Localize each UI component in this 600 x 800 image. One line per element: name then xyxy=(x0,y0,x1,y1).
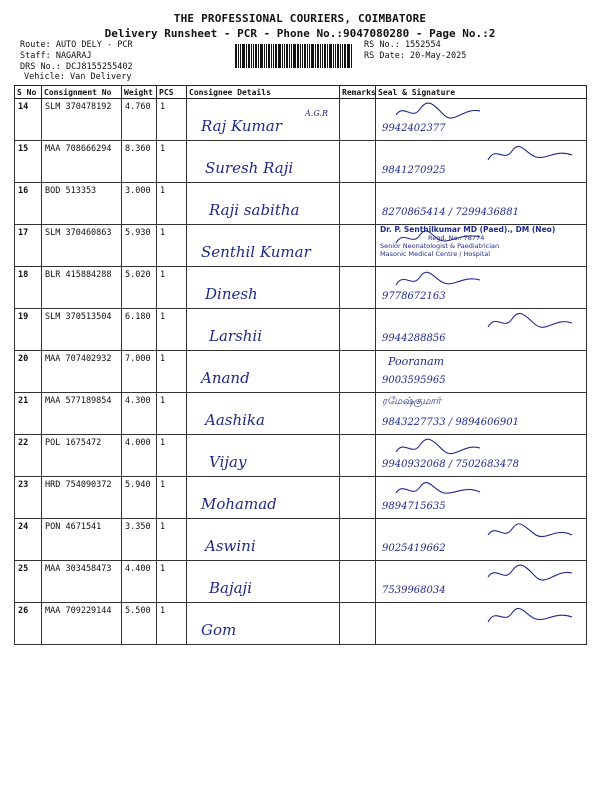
barcode-bar xyxy=(253,44,254,68)
col-consignment: Consignment No xyxy=(42,86,122,99)
pieces: 1 xyxy=(157,435,187,477)
signature-scribble xyxy=(486,143,576,165)
barcode-bar xyxy=(344,44,346,68)
barcode-bar xyxy=(242,44,245,68)
pieces: 1 xyxy=(157,351,187,393)
handwritten-phone: 9944288856 xyxy=(382,333,446,344)
barcode-bar xyxy=(273,44,274,68)
vehicle-label: Vehicle: Van Delivery xyxy=(24,72,132,82)
serial-number: 23 xyxy=(15,477,42,519)
consignment-number: SLM 370460863 xyxy=(42,225,122,267)
weight: 4.760 xyxy=(122,99,157,141)
serial-number: 18 xyxy=(15,267,42,309)
barcode-bar xyxy=(258,44,259,68)
weight: 8.360 xyxy=(122,141,157,183)
handwritten-consignee: Gom xyxy=(201,621,237,639)
barcode-bar xyxy=(284,44,285,68)
col-seal-signature: Seal & Signature xyxy=(376,86,587,99)
consignee-details xyxy=(187,477,340,519)
seal-signature xyxy=(376,603,587,645)
runsheet-table xyxy=(14,85,587,645)
weight: 3.350 xyxy=(122,519,157,561)
table-row xyxy=(15,99,587,141)
weight: 5.930 xyxy=(122,225,157,267)
consignment-number: MAA 709229144 xyxy=(42,603,122,645)
weight: 4.000 xyxy=(122,435,157,477)
handwritten-phone: 9025419662 xyxy=(382,543,446,554)
barcode-bar xyxy=(304,44,306,68)
consignee-details xyxy=(187,141,340,183)
seal-signature xyxy=(376,477,587,519)
pieces: 1 xyxy=(157,309,187,351)
barcode-bar xyxy=(342,44,343,68)
col-sno: S No xyxy=(15,86,42,99)
consignee-details xyxy=(187,225,340,267)
signature-scribble xyxy=(394,101,484,123)
col-pcs: PCS xyxy=(157,86,187,99)
remarks xyxy=(340,183,376,225)
company-title: THE PROFESSIONAL COURIERS, COIMBATORE xyxy=(173,12,427,25)
table-row xyxy=(15,561,587,603)
pieces: 1 xyxy=(157,99,187,141)
barcode-bar xyxy=(337,44,339,68)
handwritten-consignee: Vijay xyxy=(209,453,247,471)
signature-scribble xyxy=(394,479,484,501)
pieces: 1 xyxy=(157,183,187,225)
rs-date: RS Date: 20-May-2025 xyxy=(364,51,467,61)
pieces: 1 xyxy=(157,561,187,603)
seal-signature xyxy=(376,183,587,225)
barcode-bar xyxy=(282,44,283,68)
consignment-number: MAA 708666294 xyxy=(42,141,122,183)
weight: 4.300 xyxy=(122,393,157,435)
barcode-bar xyxy=(264,44,265,68)
barcode-bar xyxy=(329,44,332,68)
col-consignee: Consignee Details xyxy=(187,86,340,99)
handwritten-phone: 7539968034 xyxy=(382,585,446,596)
consignee-details xyxy=(187,267,340,309)
weight: 7.000 xyxy=(122,351,157,393)
serial-number: 25 xyxy=(15,561,42,603)
serial-number: 14 xyxy=(15,99,42,141)
serial-number: 20 xyxy=(15,351,42,393)
remarks xyxy=(340,351,376,393)
barcode-bar xyxy=(268,44,270,68)
seal-signature xyxy=(376,141,587,183)
remarks xyxy=(340,99,376,141)
barcode-bar xyxy=(311,44,314,68)
staff-label: Staff: NAGARAJ xyxy=(20,51,92,61)
handwritten-consignee: Bajaji xyxy=(209,579,253,597)
handwritten-phone: 8270865414 / 7299436881 xyxy=(382,207,519,218)
col-remarks: Remarks xyxy=(340,86,376,99)
table-row xyxy=(15,603,587,645)
consignee-details xyxy=(187,603,340,645)
signature-scribble xyxy=(486,311,576,333)
consignee-details xyxy=(187,519,340,561)
signature-scribble xyxy=(486,521,576,543)
remarks xyxy=(340,309,376,351)
handwritten-note: A.G.R xyxy=(305,109,328,118)
table-row xyxy=(15,267,587,309)
barcode-bar xyxy=(317,44,319,68)
barcode-bar xyxy=(322,44,323,68)
serial-number: 16 xyxy=(15,183,42,225)
stamp-line-1: Dr. P. Senthilkumar MD (Paed)., DM (Neo) xyxy=(380,225,556,234)
consignment-number: SLM 370478192 xyxy=(42,99,122,141)
barcode-bar xyxy=(235,44,237,68)
remarks xyxy=(340,393,376,435)
barcode-bar xyxy=(333,44,334,68)
consignment-number: POL 1675472 xyxy=(42,435,122,477)
handwritten-consignee: Dinesh xyxy=(205,285,258,303)
pieces: 1 xyxy=(157,225,187,267)
table-row xyxy=(15,309,587,351)
pieces: 1 xyxy=(157,477,187,519)
barcode-bar xyxy=(266,44,267,68)
handwritten-consignee: Larshii xyxy=(209,327,263,345)
barcode-bar xyxy=(278,44,281,68)
handwritten-consignee: Suresh Raji xyxy=(205,159,294,177)
handwritten-consignee: Aswini xyxy=(205,537,256,555)
serial-number: 24 xyxy=(15,519,42,561)
seal-signature xyxy=(376,309,587,351)
handwritten-consignee: Raji sabitha xyxy=(209,201,300,219)
table-row xyxy=(15,477,587,519)
barcode-bar xyxy=(307,44,308,68)
barcode-bar xyxy=(297,44,299,68)
rs-number: RS No.: 1552554 xyxy=(364,40,441,50)
stamp-line-2: Regd. No.: 78774 xyxy=(428,234,485,242)
table-row xyxy=(15,435,587,477)
handwritten-consignee: Senthil Kumar xyxy=(201,243,311,261)
consignment-number: HRD 754090372 xyxy=(42,477,122,519)
route-label: Route: AUTO DELY - PCR xyxy=(20,40,133,50)
stamp-line-3: Senior Neonatologist & Paediatrician xyxy=(380,242,500,250)
barcode-bar xyxy=(246,44,247,68)
handwritten-consignee: Raj Kumar xyxy=(201,117,282,135)
pieces: 1 xyxy=(157,393,187,435)
consignee-details xyxy=(187,99,340,141)
pieces: 1 xyxy=(157,141,187,183)
barcode-bar xyxy=(291,44,292,68)
consignment-number: SLM 370513504 xyxy=(42,309,122,351)
table-row xyxy=(15,519,587,561)
seal-signature xyxy=(376,519,587,561)
handwritten-phone: 9003595965 xyxy=(382,375,446,386)
barcode-bar xyxy=(309,44,310,68)
handwritten-consignee: Aashika xyxy=(205,411,265,429)
consignment-number: MAA 577189854 xyxy=(42,393,122,435)
signature-scribble xyxy=(394,437,484,459)
barcode-bar xyxy=(240,44,241,68)
seal-signature xyxy=(376,561,587,603)
barcode-bar xyxy=(238,44,239,68)
handwritten-phone: 9778672163 xyxy=(382,291,446,302)
barcode-bar xyxy=(260,44,263,68)
barcode-bar xyxy=(347,44,350,68)
barcode-bar xyxy=(315,44,316,68)
table-row xyxy=(15,393,587,435)
signature-word-20: Pooranam xyxy=(388,355,445,368)
remarks xyxy=(340,561,376,603)
signature-scribble xyxy=(394,269,484,291)
serial-number: 22 xyxy=(15,435,42,477)
barcode-bar xyxy=(271,44,272,68)
col-weight: Weight xyxy=(122,86,157,99)
signature-scribble xyxy=(486,605,576,627)
handwritten-consignee: Anand xyxy=(201,369,250,387)
barcode-bar xyxy=(275,44,277,68)
barcode-bar xyxy=(327,44,328,68)
barcode-bar xyxy=(255,44,257,68)
pieces: 1 xyxy=(157,519,187,561)
handwritten-phone: 9894715635 xyxy=(382,501,446,512)
table-row xyxy=(15,141,587,183)
consignee-details xyxy=(187,561,340,603)
weight: 6.180 xyxy=(122,309,157,351)
barcode-bar xyxy=(335,44,336,68)
remarks xyxy=(340,141,376,183)
seal-signature xyxy=(376,267,587,309)
signature-word-21: ரமேஷ்குமார் xyxy=(382,396,441,407)
barcode-bar xyxy=(351,44,352,68)
serial-number: 26 xyxy=(15,603,42,645)
consignee-details xyxy=(187,183,340,225)
barcode-bar xyxy=(320,44,321,68)
remarks xyxy=(340,477,376,519)
serial-number: 17 xyxy=(15,225,42,267)
consignment-number: MAA 707402932 xyxy=(42,351,122,393)
barcode-bar xyxy=(300,44,301,68)
weight: 3.000 xyxy=(122,183,157,225)
handwritten-phone: 9940932068 / 7502683478 xyxy=(382,459,519,470)
consignment-number: BOD 513353 xyxy=(42,183,122,225)
doctor-stamp xyxy=(380,226,555,258)
barcode xyxy=(235,44,355,68)
table-header-row xyxy=(15,86,587,99)
pieces: 1 xyxy=(157,267,187,309)
serial-number: 19 xyxy=(15,309,42,351)
consignment-number: BLR 415884288 xyxy=(42,267,122,309)
drs-number: DRS No.: DCJ8155255402 xyxy=(20,62,133,72)
handwritten-phone: 9841270925 xyxy=(382,165,446,176)
consignment-number: PON 4671541 xyxy=(42,519,122,561)
remarks xyxy=(340,519,376,561)
remarks xyxy=(340,225,376,267)
barcode-bar xyxy=(293,44,296,68)
barcode-bar xyxy=(302,44,303,68)
consignee-details xyxy=(187,435,340,477)
barcode-bar xyxy=(324,44,326,68)
weight: 5.500 xyxy=(122,603,157,645)
table-row xyxy=(15,351,587,393)
handwritten-phone: 9843227733 / 9894606901 xyxy=(382,417,519,428)
signature-scribble xyxy=(486,563,576,585)
weight: 5.940 xyxy=(122,477,157,519)
barcode-bar xyxy=(248,44,250,68)
weight: 4.400 xyxy=(122,561,157,603)
barcode-bar xyxy=(289,44,290,68)
remarks xyxy=(340,435,376,477)
serial-number: 21 xyxy=(15,393,42,435)
barcode-bar xyxy=(340,44,341,68)
table-row xyxy=(15,183,587,225)
pieces: 1 xyxy=(157,603,187,645)
consignee-details xyxy=(187,351,340,393)
handwritten-consignee: Mohamad xyxy=(201,495,277,513)
runsheet-subtitle: Delivery Runsheet - PCR - Phone No.:9047080280 - Page No.:2 xyxy=(104,27,496,40)
remarks xyxy=(340,267,376,309)
stamp-line-4: Masonic Medical Centre / Hospital xyxy=(380,250,491,258)
consignment-number: MAA 303458473 xyxy=(42,561,122,603)
remarks xyxy=(340,603,376,645)
handwritten-phone: 9942402377 xyxy=(382,123,446,134)
consignee-details xyxy=(187,393,340,435)
consignee-details xyxy=(187,309,340,351)
serial-number: 15 xyxy=(15,141,42,183)
barcode-bar xyxy=(286,44,288,68)
barcode-bar xyxy=(251,44,252,68)
seal-signature xyxy=(376,99,587,141)
weight: 5.020 xyxy=(122,267,157,309)
seal-signature xyxy=(376,435,587,477)
